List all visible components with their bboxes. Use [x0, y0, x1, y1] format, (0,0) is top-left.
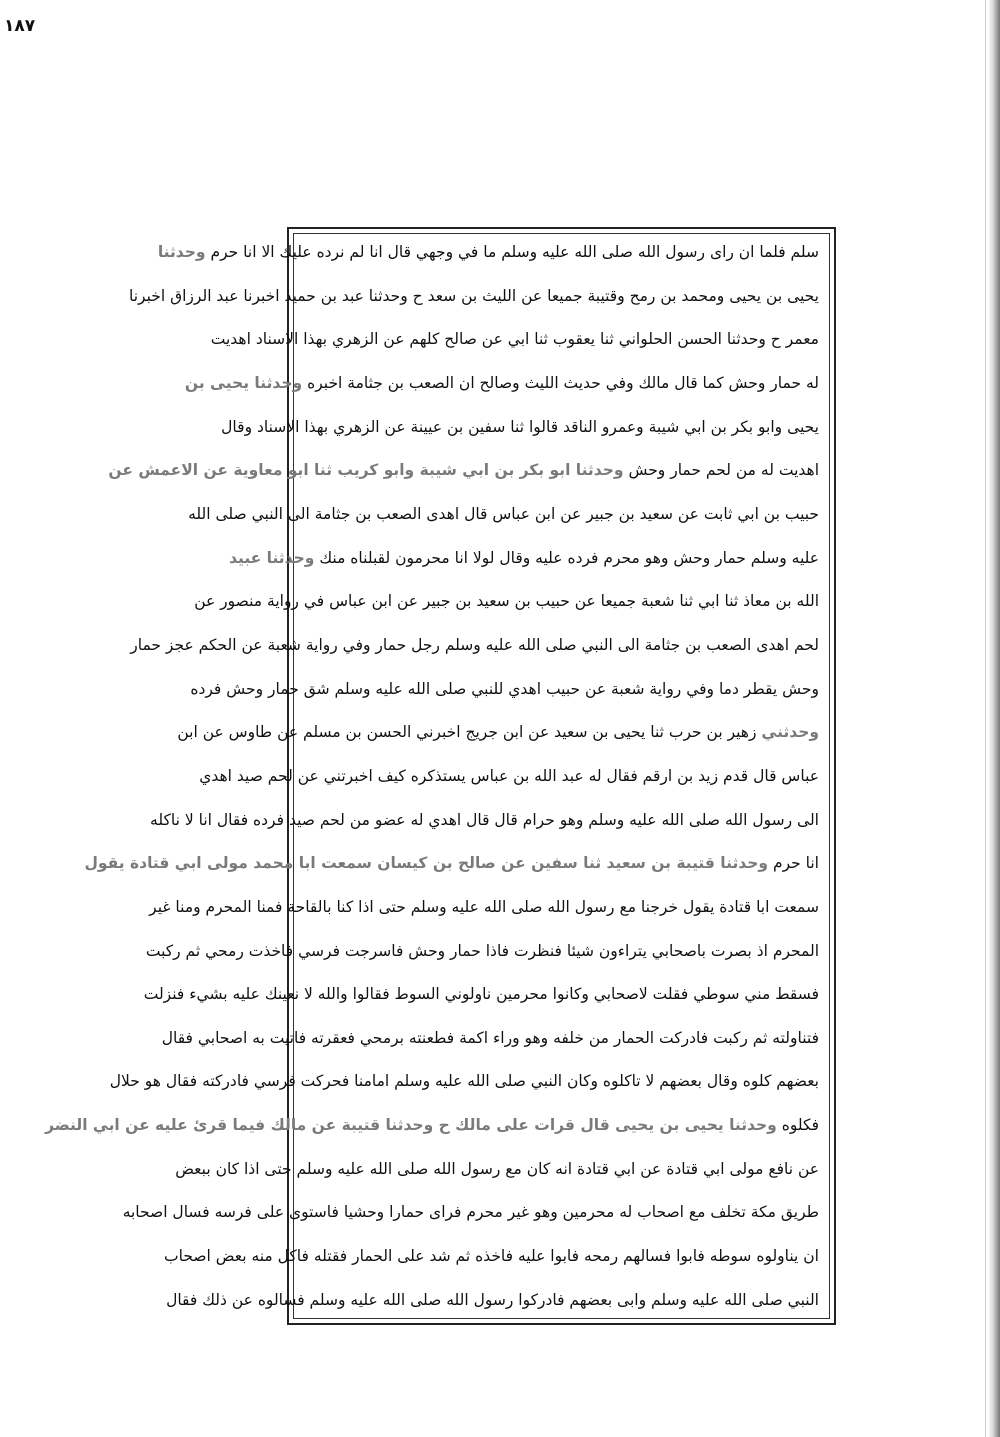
text-line	[143, 982, 819, 1006]
line-text: عباس قال قدم زيد بن ارقم فقال له عبد الله بن عباس يستذكره كيف اخبرتني عن لحم صيد اهدي	[199, 766, 819, 785]
text-line	[45, 1113, 819, 1137]
line-text: الله بن معاذ ثنا ابي ثنا شعبة جميعا عن حبيب بن سعيد بن جبير عن ابن عباس في رواية منصور عن	[194, 592, 819, 611]
line-text: عليه وسلم حمار وحش وهو محرم فرده عليه وقال لولا انا محرمون لقبلناه منك	[319, 548, 819, 567]
line-text: زهير بن حرب ثنا يحيى بن سعيد عن ابن جريج اخبرني الحسن بن مسلم عن طاوس عن ابن	[177, 723, 757, 742]
corner-speck	[868, 0, 890, 10]
line-text: انا حرم	[772, 854, 819, 873]
text-line	[166, 1288, 819, 1312]
text-line	[130, 633, 819, 657]
rubric-heading: وحدثنا	[157, 243, 206, 261]
text-line	[229, 546, 819, 570]
line-text: فتناولته ثم ركبت فادركت الحمار من خلفه وهو وراء اكمة فطعنته برمحي فعقرته فاتيت به اصحابي فقال	[161, 1028, 819, 1047]
line-text: يحيى وابو بكر بن ابي شيبة وعمرو الناقد قالوا ثنا سفين بن عيينة عن الزهري بهذا الاسناد وقال	[221, 417, 819, 436]
line-text: اهديت له من لحم حمار وحش	[628, 461, 819, 480]
text-line	[122, 1200, 819, 1224]
text-line	[184, 371, 819, 395]
spine-line	[985, 0, 986, 1437]
text-line	[84, 851, 819, 875]
text-line	[108, 458, 819, 482]
line-text: عن نافع مولى ابي قتادة عن ابي قتادة انه كان مع رسول الله صلى الله عليه وسلم حتى اذا كان ببعض	[175, 1159, 819, 1178]
text-line	[188, 502, 819, 526]
text-line	[161, 1026, 819, 1050]
line-text: يحيى بن يحيى ومحمد بن رمح وقتيبة جميعا عن الليث بن سعد ح وحدثنا عبد بن حميد اخبرنا عبد الرزاق اخبرنا	[129, 286, 819, 305]
page-number: ١٨٧	[4, 16, 36, 36]
line-text: له حمار وحش كما قال مالك وفي حديث الليث وصالح ان الصعب بن جثامة اخبره	[307, 373, 819, 392]
line-text: فكلوه	[781, 1116, 819, 1135]
line-text: المحرم اذ بصرت باصحابي يتراءون شيئا فنظرت فاذا حمار وحش فاسرجت فرسي فاخذت رمحي ثم ركبت	[145, 941, 819, 960]
line-text: لحم اهدى الصعب بن جثامة الى النبي صلى الله عليه وسلم رجل حمار وفي رواية شعبة عن الحكم عجز حمار	[130, 635, 819, 654]
text-line	[177, 720, 819, 744]
text-line	[157, 240, 819, 264]
line-text: فسقط مني سوطي فقلت لاصحابي وكانوا محرمين ناولوني السوط فقالوا والله لا نعينك عليه بشيء فنزلت	[143, 985, 819, 1004]
rubric-heading: وحدثنا يحيى بن	[184, 373, 303, 392]
text-line	[175, 1157, 819, 1181]
text-frame-inner	[45, 233, 830, 1319]
line-text: حبيب بن ابي ثابت عن سعيد بن جبير عن ابن عباس قال اهدى الصعب بن جثامة الى النبي صلى الله	[188, 504, 819, 523]
text-frame-outer	[45, 227, 836, 1325]
rubric-heading: وحدثنا عبيد	[229, 548, 315, 567]
text-line	[109, 1069, 819, 1093]
page-edge-shadow	[988, 0, 1000, 1437]
line-text: معمر ح وحدثنا الحسن الحلواني ثنا يعقوب ثنا ابي عن صالح كلهم عن الزهري بهذا الاسناد اهديت	[210, 330, 819, 349]
rubric-heading: وحدثنا ابو بكر بن ابي شيبة وابو كريب ثنا ابو معاوية عن الاعمش عن	[108, 461, 624, 480]
text-line	[190, 677, 819, 701]
text-line	[164, 1244, 819, 1268]
line-text: طريق مكة تخلف مع اصحاب له محرمين وهو غير محرم فراى حمارا وحشيا فاستوى على فرسه فسال اصحابه	[122, 1203, 819, 1222]
text-line	[221, 415, 819, 439]
rubric-heading: وحدثنا قتيبة بن سعيد ثنا سفين عن صالح بن كيسان سمعت ابا محمد مولى ابي قتادة يقول	[84, 854, 769, 873]
text-line	[129, 284, 819, 308]
rubric-heading: وحدثنا يحيى بن يحيى قال قرات على مالك ح وحدثنا قتيبة عن مالك فيما قرئ عليه عن ابي النضر	[45, 1116, 777, 1135]
line-text: الى رسول الله صلى الله عليه وسلم وهو حرام قال قال اهدي له عضو من لحم صيد فرده فقال انا لا ناكله	[150, 810, 819, 829]
text-block	[45, 240, 819, 1312]
text-line	[149, 895, 819, 919]
text-line	[210, 327, 819, 351]
line-text: سلم فلما ان رای رسول الله صلى الله عليه وسلم ما في وجهي قال انا لم نرده عليك الا انا حرم	[210, 243, 819, 261]
line-text: بعضهم كلوه وقال بعضهم لا تاكلوه وكان النبي صلى الله عليه وسلم امامنا فحركت فرسي فادركته فقال هو حلال	[109, 1072, 819, 1091]
rubric-heading: وحدثني	[761, 723, 819, 742]
line-text: سمعت ابا قتادة يقول خرجنا مع رسول الله صلى الله عليه وسلم حتى اذا كنا بالقاحة فمنا المحرم ومنا غير	[149, 897, 819, 916]
text-line	[150, 808, 819, 832]
line-text: ان يناولوه سوطه فابوا فسالهم رمحه فابوا عليه فاخذه ثم شد على الحمار فقتله فاكل منه بعض اصحاب	[164, 1247, 819, 1266]
line-text: وحش يقطر دما وفي رواية شعبة عن حبيب اهدي للنبي صلى الله عليه وسلم شق حمار وحش فرده	[190, 679, 819, 698]
text-line	[145, 939, 819, 963]
text-line	[194, 589, 819, 613]
text-line	[199, 764, 819, 788]
line-text: النبي صلى الله عليه وسلم وابى بعضهم فادركوا رسول الله صلى الله عليه وسلم فسالوه عن ذلك فقال	[166, 1290, 819, 1309]
